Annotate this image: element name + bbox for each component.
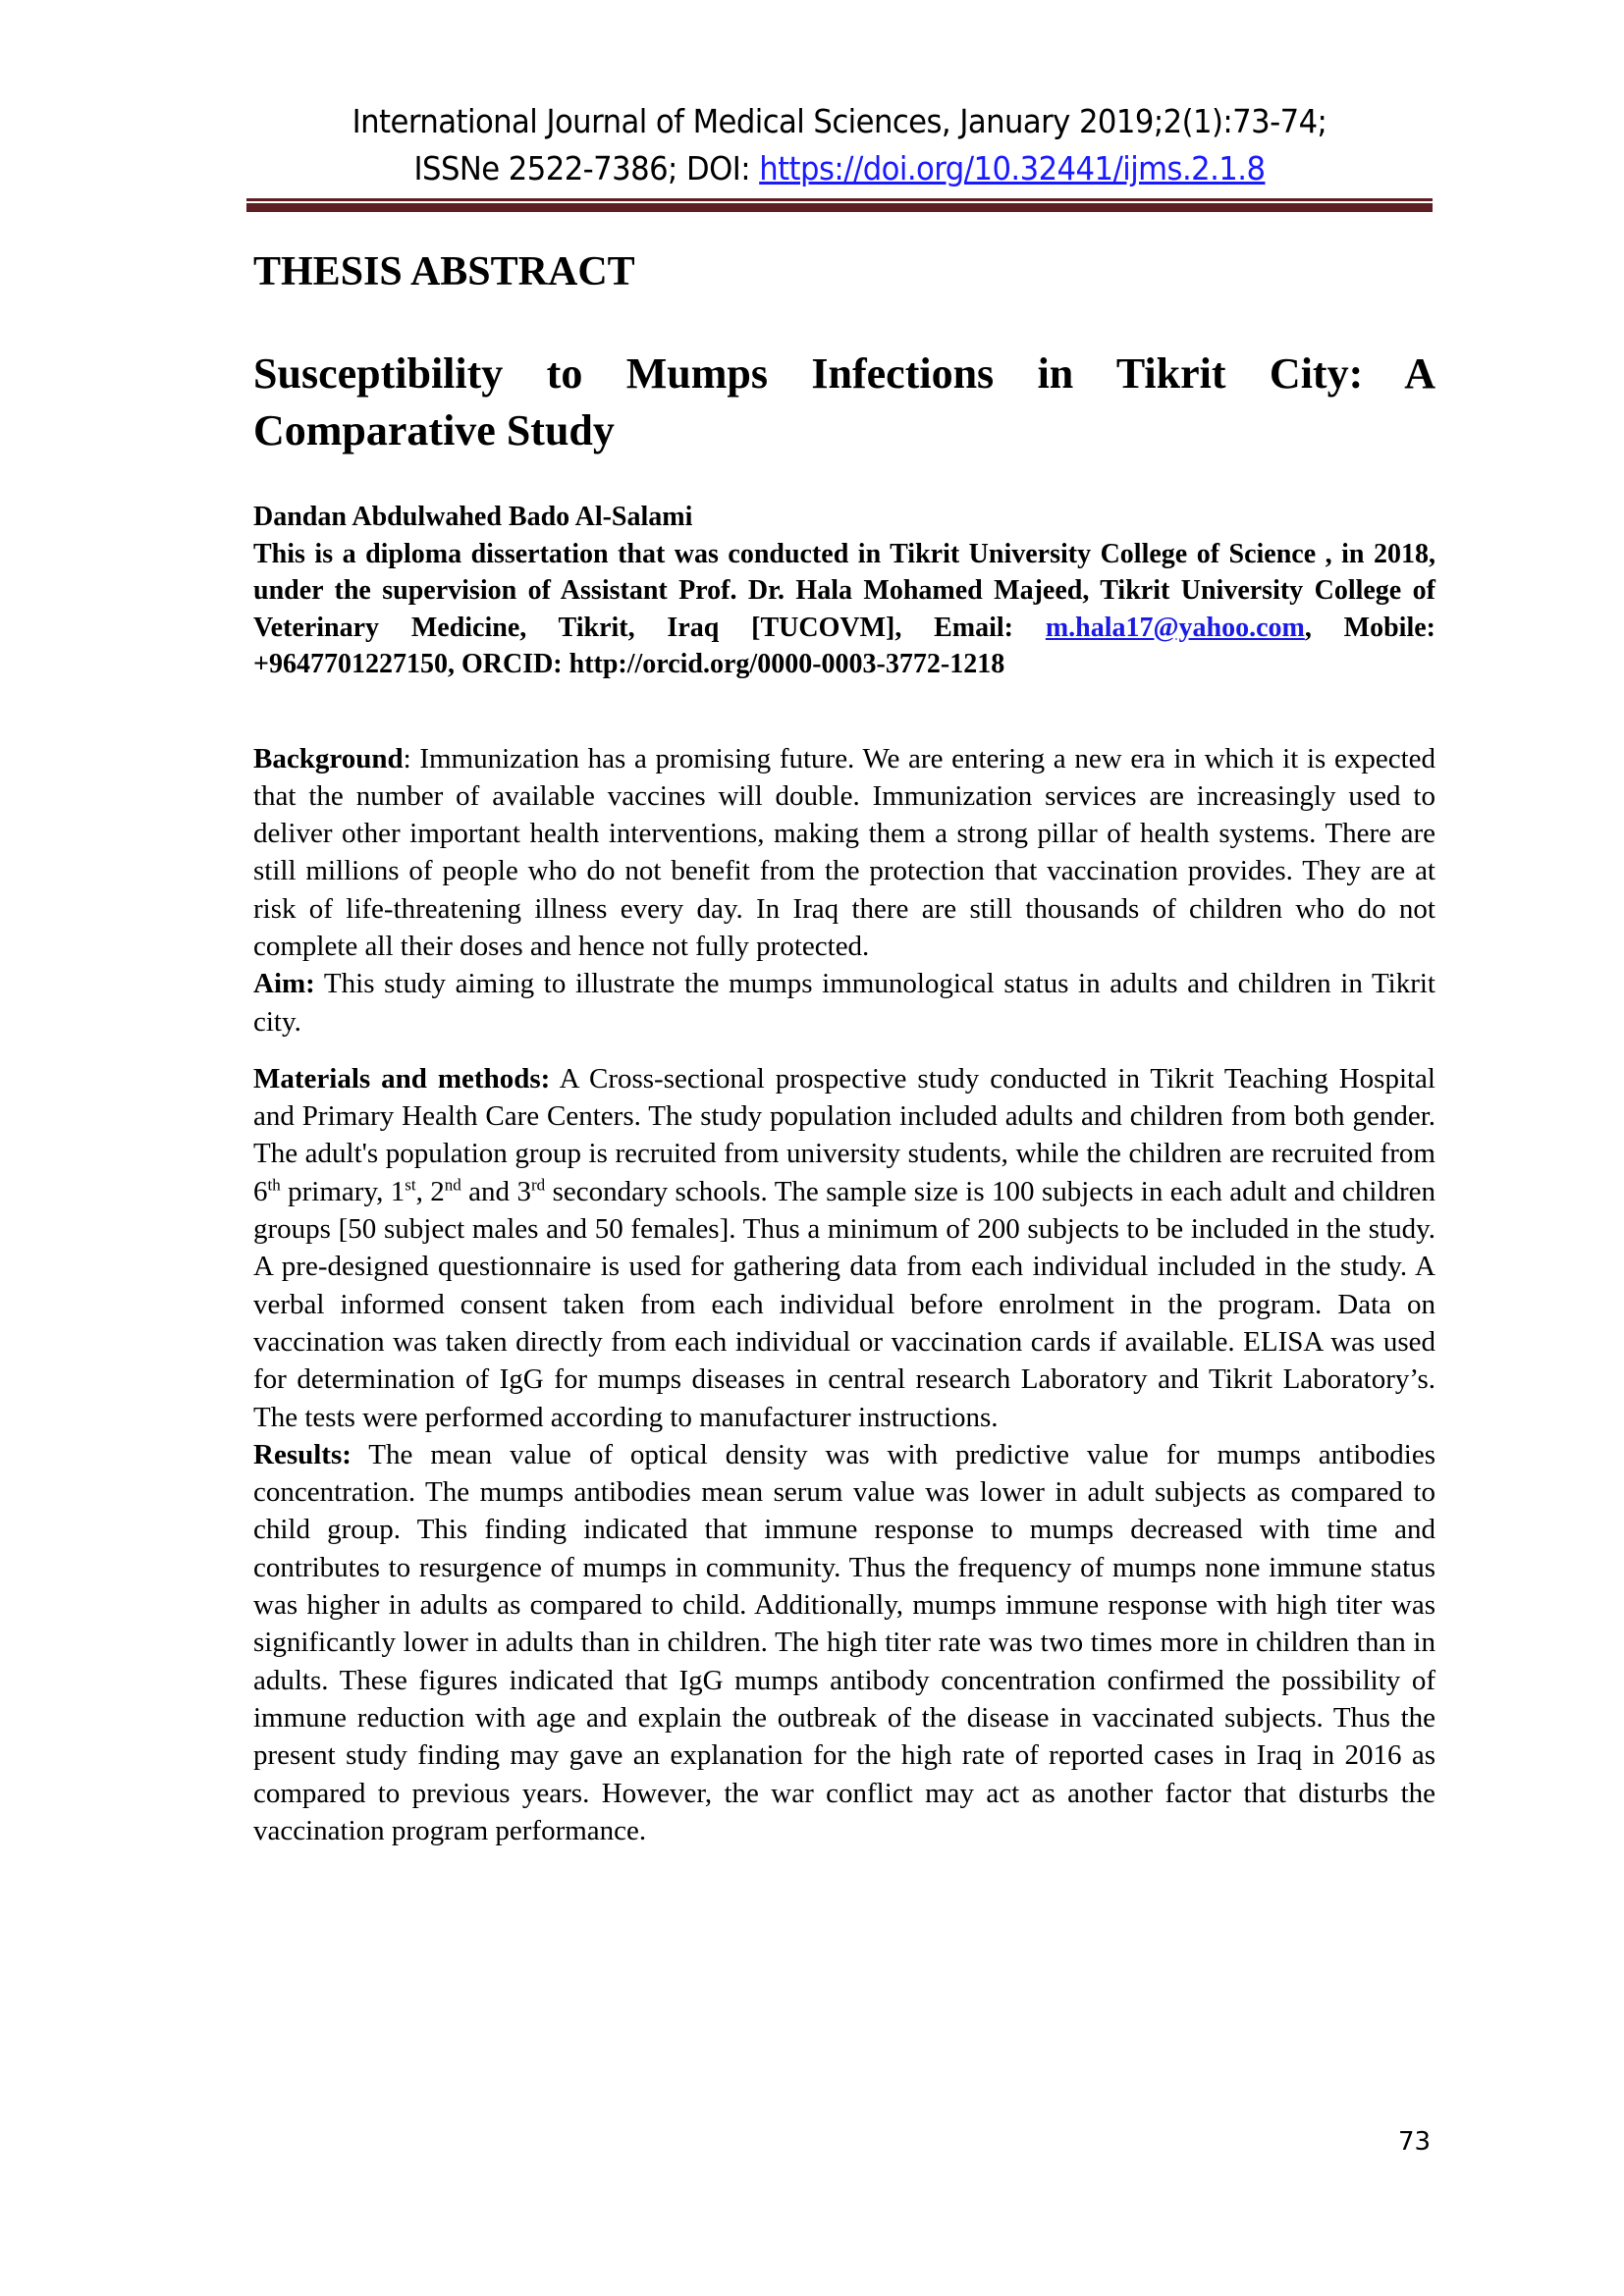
aim-text: This study aiming to illustrate the mumps immunological status in adults and children in Tikrit city. (253, 968, 1435, 1038)
article-body (253, 247, 1435, 1849)
results-text: The mean value of optical density was with predictive value for mumps antibodies concentration. The mumps antibodies mean serum value was lower in adult subjects as compared to child group. This finding indicated that immune response to mumps decreased with time and contributes to resurgence of mumps in community. Thus the frequency of mumps none immune status was higher in adults as compared to child. Additionally, mumps immune response with high titer was significantly lower in adults than in children. The high titer rate was two times more in children than in adults. These figures indicated that IgG mumps antibody concentration confirmed the possibility of immune reduction with age and explain the outbreak of the disease in vaccinated subjects. Thus the present study finding may gave an explanation for the high rate of reported cases in Iraq in 2016 as compared to previous years. However, the war conflict may act as another factor that disturbs the vaccination program performance. (253, 1438, 1435, 1846)
methods-sup-3: nd (444, 1175, 461, 1195)
abstract-results (253, 1436, 1435, 1849)
methods-text-1: A Cross-sectional prospective study conducted in Tikrit Teaching Hospital and Primary Health Care Centers. The study population included adults and children from both gender. The adult's population group is recruited from university students, while the children are recruited from 6 (253, 1062, 1435, 1207)
author-affiliation (253, 536, 1435, 683)
orcid-text: ORCID: http://orcid.org/0000-0003-3772-1218 (460, 649, 1005, 679)
background-separator: : (403, 742, 420, 774)
header-rule-thick (246, 203, 1433, 212)
results-label: Results: (253, 1438, 352, 1470)
methods-text-4: and 3 (460, 1175, 531, 1207)
background-label: Background (253, 742, 404, 774)
email-link[interactable]: m.hala17@yahoo.com (1045, 612, 1305, 643)
aim-label: Aim: (253, 968, 315, 1000)
journal-issn-doi (287, 145, 1391, 192)
issn-text: ISSNe 2522-7386; DOI: (413, 149, 760, 187)
section-label: THESIS ABSTRACT (253, 249, 635, 294)
abstract-methods (253, 1060, 1435, 1436)
doi-link[interactable]: https://doi.org/10.32441/ijms.2.1.8 (759, 149, 1266, 187)
methods-label: Materials and methods: (253, 1062, 551, 1095)
page-number: 73 (1398, 2127, 1432, 2157)
journal-citation: International Journal of Medical Sciences, January 2019;2(1):73-74; (352, 102, 1327, 140)
methods-text-5: secondary schools. The sample size is 100 subjects in each adult and children groups [50 subject males and 50 females]. Thus a minimum of 200 subjects to be included in the study. A pre-designed questionnaire is used for gathering data from each individual included in the study. A verbal informed consent taken from each individual before enrolment in the program. Data on vaccination was taken directly from each individual or vaccination cards if available. ELISA was used for determination of IgG for mumps diseases in central research Laboratory and Tikrit Laboratory’s. The tests were performed according to manufacturer instructions. (253, 1175, 1436, 1433)
affiliation-text: This is a diploma dissertation that was conducted in Tikrit University College of Science , in 2018, under the supervision of Assistant Prof. Dr. Hala Mohamed Majeed, Tikrit University College of Veterinary Medicine, Tikrit, Iraq [TUCOVM], Email: (253, 538, 1435, 643)
methods-text-2: primary, 1 (280, 1175, 406, 1207)
methods-sup-1: th (267, 1175, 281, 1195)
methods-sup-4: rd (530, 1175, 546, 1195)
abstract (253, 740, 1435, 1850)
author-block (253, 499, 1435, 683)
article-title: Susceptibility to Mumps Infections in Tikrit City: A Comparative Study (253, 349, 1435, 454)
background-text: Immunization has a promising future. We are entering a new era in which it is expected that the number of available vaccines will double. Immunization services are increasingly used to deliver other important health interventions, making them a strong pillar of health systems. There are still millions of people who do not benefit from the protection that vaccination provides. They are at risk of life-threatening illness every day. In Iraq there are still thousands of children who do not complete all their doses and hence not fully protected. (253, 742, 1435, 962)
methods-sup-2: st (405, 1175, 416, 1195)
methods-text-3: , 2 (415, 1175, 445, 1207)
author-name: Dandan Abdulwahed Bado Al-Salami (253, 502, 693, 532)
abstract-aim (253, 965, 1435, 1041)
mobile-text: , Mobile: +9647701227150, (253, 612, 1435, 679)
abstract-background (253, 740, 1435, 966)
journal-header (287, 98, 1391, 192)
header-rule-thin (246, 198, 1433, 201)
